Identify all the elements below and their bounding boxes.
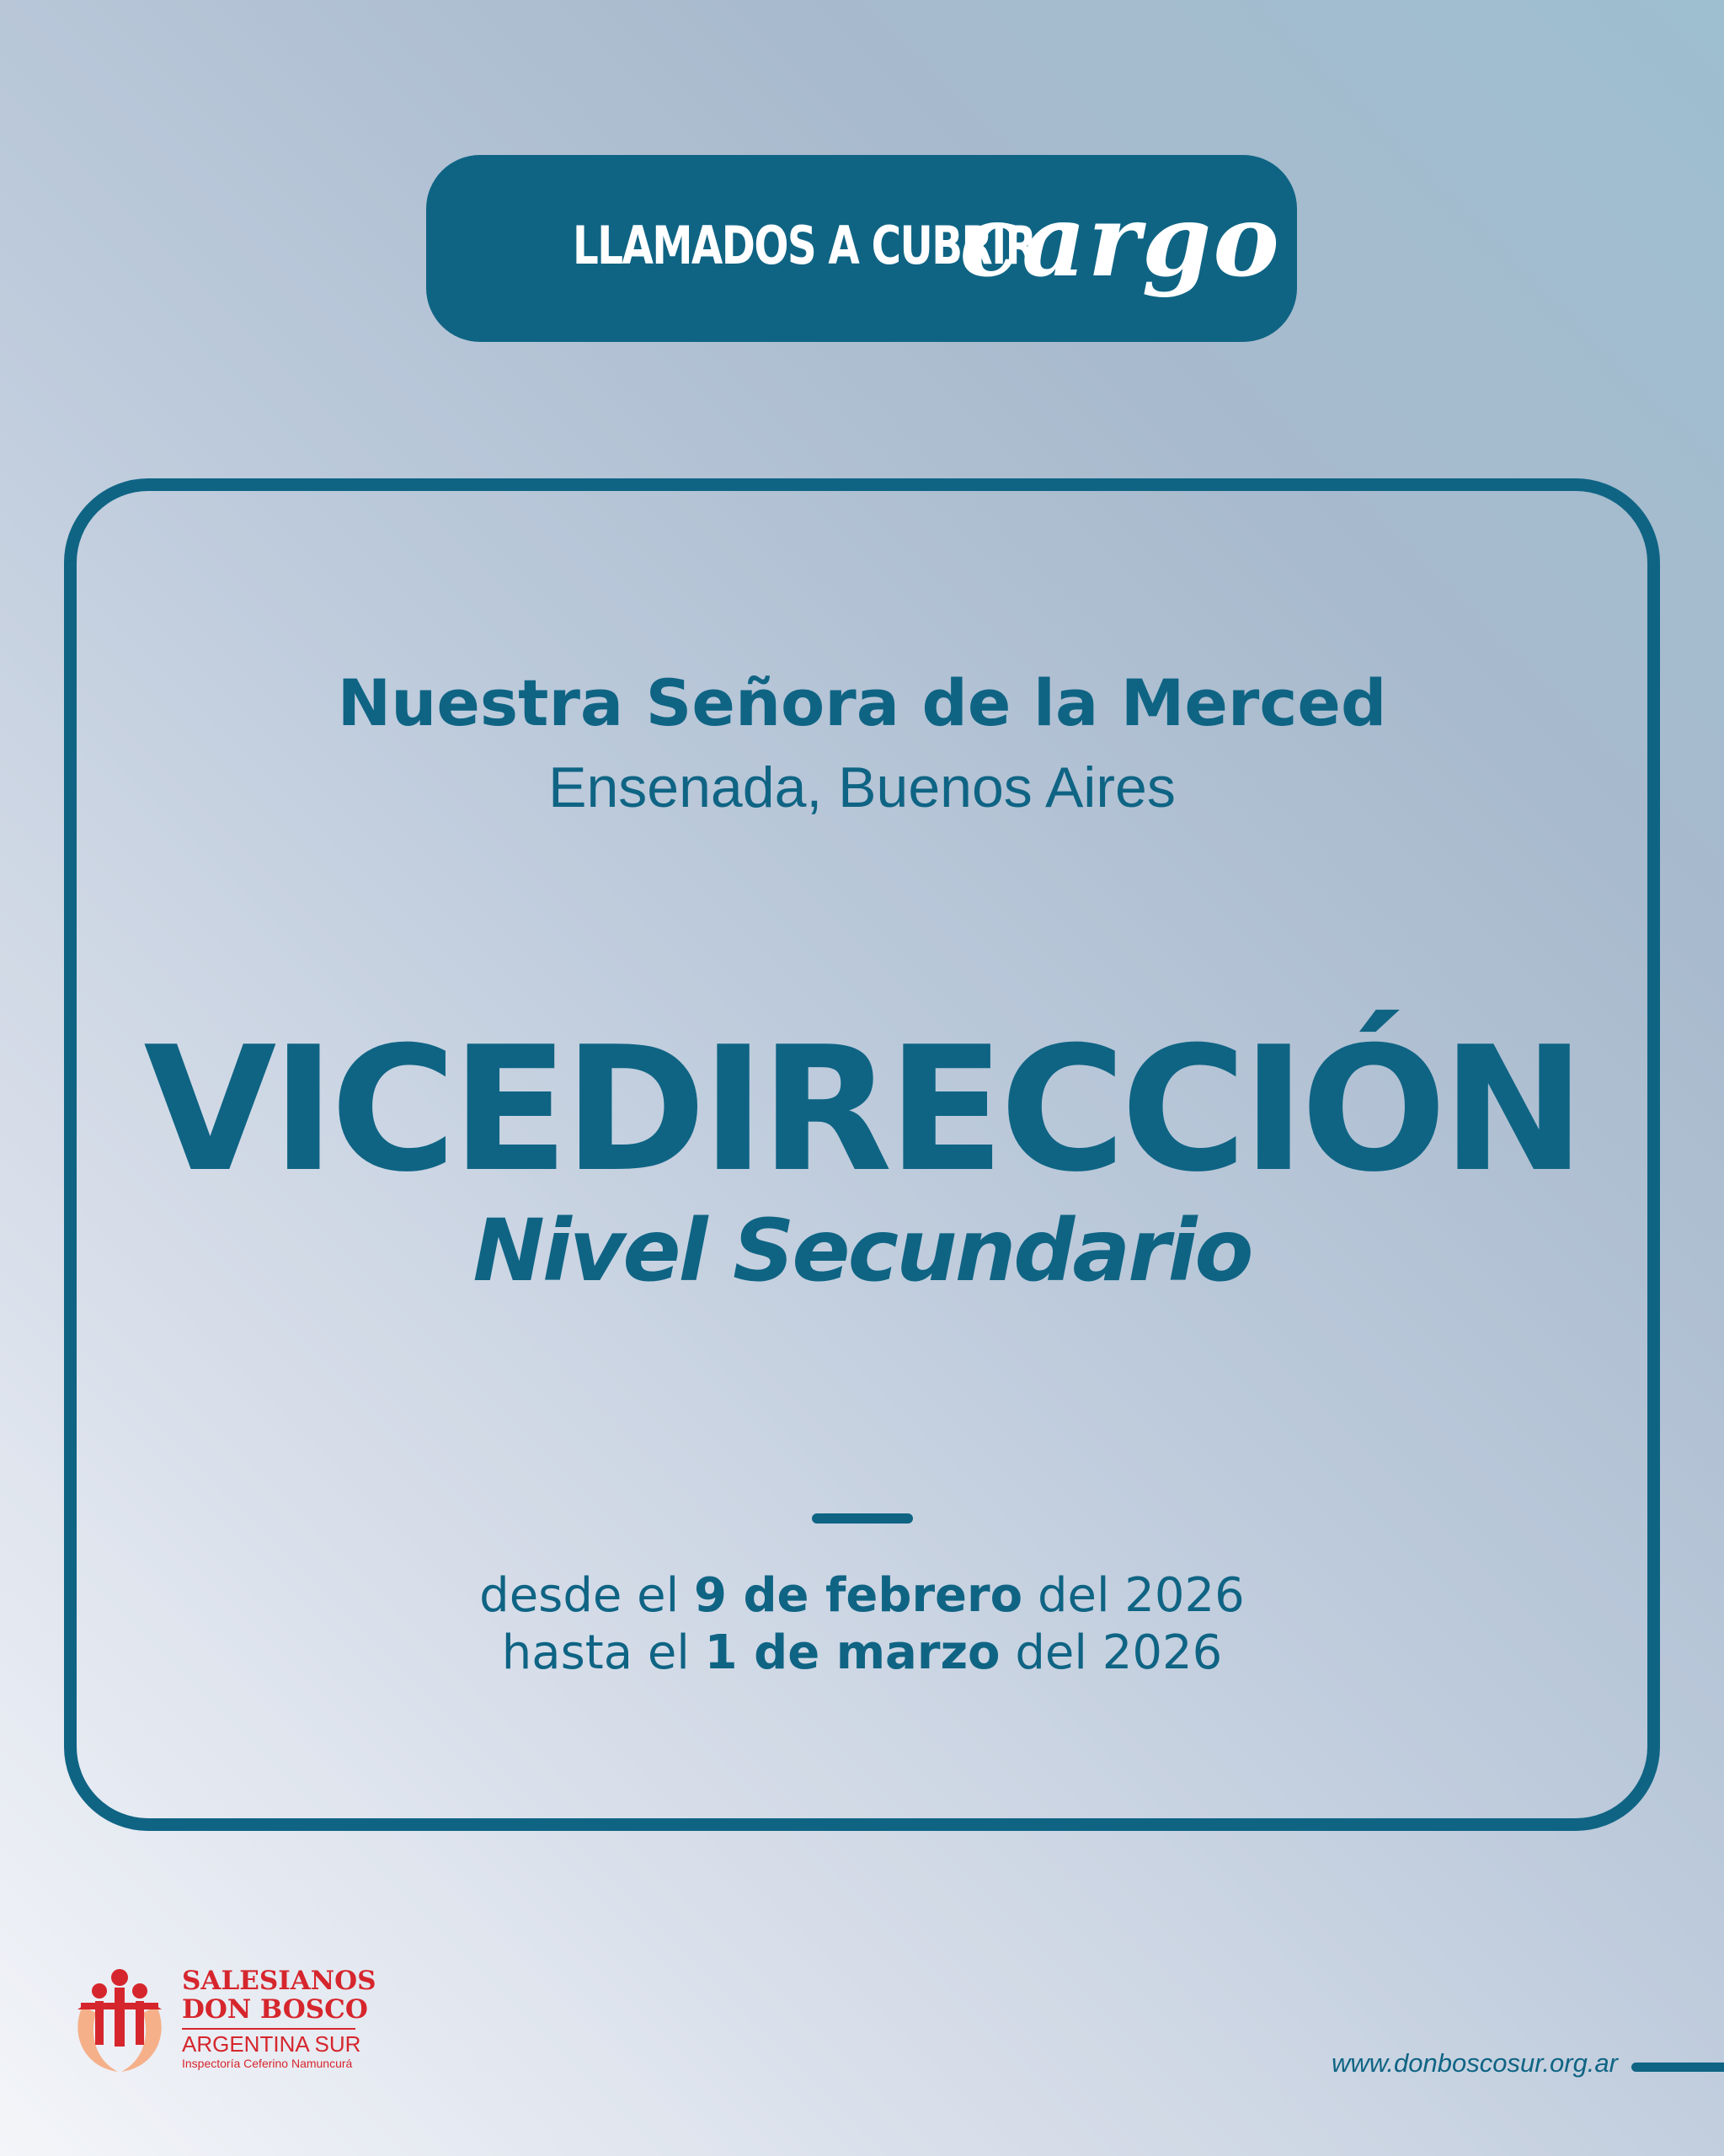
footer-accent-bar — [1631, 2063, 1724, 2072]
logo-line-4: Inspectoría Ceferino Namuncurá — [182, 2057, 353, 2070]
header-script-word: cargo — [959, 181, 1281, 299]
start-date-line — [0, 1568, 1724, 1623]
salesianos-emblem-icon — [66, 1966, 173, 2075]
end-date-prefix: hasta el — [501, 1625, 690, 1680]
logo-line-3: ARGENTINA SUR — [182, 2031, 361, 2057]
logo-line-1: SALESIANOS — [182, 1966, 376, 1996]
logo-line-2: DON BOSCO — [182, 1994, 368, 2025]
position-title: VICEDIRECCIÓN — [143, 1011, 1581, 1210]
header-banner — [426, 155, 1297, 342]
start-date: 9 de febrero — [693, 1568, 1023, 1623]
header-title: LLAMADOS A CUBRIR — [572, 214, 1036, 276]
end-date-line — [0, 1625, 1724, 1680]
education-level: Nivel Secundario — [472, 1201, 1252, 1301]
website-link[interactable]: www.donboscosur.org.ar — [1331, 2048, 1618, 2078]
start-date-year: del 2026 — [1037, 1568, 1245, 1623]
start-date-prefix: desde el — [479, 1568, 680, 1623]
logo-rule — [182, 2028, 355, 2030]
salesianos-logo — [66, 1966, 376, 2075]
school-location: Ensenada, Buenos Aires — [548, 755, 1176, 819]
school-name: Nuestra Señora de la Merced — [337, 665, 1387, 740]
divider — [812, 1513, 913, 1524]
end-date-year: del 2026 — [1015, 1625, 1223, 1680]
end-date: 1 de marzo — [704, 1625, 1001, 1680]
